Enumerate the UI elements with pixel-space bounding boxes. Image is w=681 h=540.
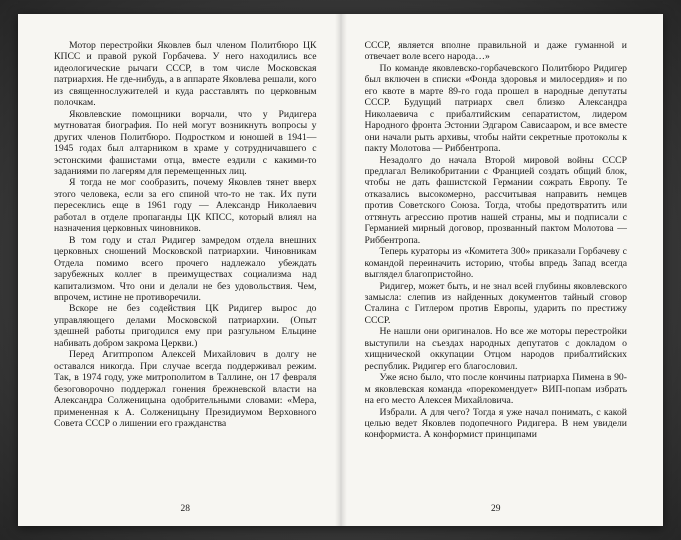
- paragraph: В том году и стал Ридигер замредом отдела внешних церковных сношений Московской патриархии. Чиновникам Отдела помимо всего прочего надлежало убеждать зарубежных коллег в преимуществах социализма над капитализмом. Что они и делали не без удовольствия. Чем, впрочем, истине не противоречили.: [54, 234, 317, 303]
- page-number-right: 29: [491, 504, 501, 514]
- paragraph: Не нашли они оригиналов. Но все же моторы перестройки выступили на съездах народных депутатов с докладом о хищнической оккупации Отцом народов прибалтийских республик. Ридигер его благословил.: [364, 326, 627, 372]
- page-number-left: 28: [180, 504, 190, 514]
- paragraph: Незадолго до начала Второй мировой войны СССР предлагал Великобритании с Францией создать общий блок, чтобы не дать фашистской Германии сожрать Европу. Те отказались высокомерно, рассчитывая направить немцев против Советского Союза. Тогда, чтобы предотвратить или оттянуть агрессию против нашей страны, мы и подписали с Германией мирный договор, прозванный пактом Молотова — Риббентропа.: [364, 154, 627, 246]
- paragraph: Яковлевские помощники ворчали, что у Ридигера мутноватая биография. По ней могут возникнуть вопросы у других членов Политбюро. Подростком и юношей в 1941—1945 годах был алтарником в храме у сотрудничавшего с эстонскими фашистами отца, вместе ездили с какими-то заданиями по лагерям для перемещенных лиц.: [54, 108, 317, 177]
- paragraph: Я тогда не мог сообразить, почему Яковлев тянет вверх этого человека, если за его спиной что-то не так. Их пути пересеклись еще в 1961 году — Александр Николаевич работал в отделе пропаганды ЦК КПСС, который влиял на назначения церковных чиновников.: [54, 177, 317, 235]
- paragraph: СССР, является вполне правильной и даже гуманной и отвечает воле всего народа…»: [364, 40, 627, 63]
- book-gutter: [335, 14, 347, 526]
- paragraph: Теперь кураторы из «Комитета 300» приказали Горбачеву с командой переиначить историю, чтобы впредь Запад всегда выглядел благопристойно.: [364, 246, 627, 281]
- paragraph: Уже ясно было, что после кончины патриарха Пимена в 90-м яковлевская команда «порекомендует» ВИП-попам избрать на его место Алексея Михайловича.: [364, 372, 627, 407]
- paragraph: Вскоре не без содействия ЦК Ридигер вырос до управляющего делами Московской патриархии. (Опыт здешней работы пригодился ему при разгульном Ельцине набивать добром закрома Церкви.): [54, 303, 317, 349]
- book-spread: [18, 14, 663, 526]
- paragraph: Перед Агитпропом Алексей Михайлович в долгу не оставался никогда. При случае всегда поддерживал режим. Так, в 1974 году, уже митрополитом в Таллине, он 17 февраля безоговорочно поддержал гонения брежневской власти на Александра Солженицына одобрительными словами: «Мера, примененная к А. Солженицыну Президиумом Верховного Совета СССР о лишении его гражданства: [54, 349, 317, 429]
- right-page-text: [365, 40, 628, 498]
- left-page: [18, 14, 335, 526]
- right-page: [347, 14, 664, 526]
- paragraph: Ридигер, может быть, и не знал всей глубины яковлевского замысла: слепив из найденных документов тайный сговор Сталина с Гитлером против Европы, ударить по престижу СССР.: [364, 280, 627, 326]
- left-page-text: [54, 40, 317, 498]
- paragraph: Мотор перестройки Яковлев был членом Политбюро ЦК КПСС и правой рукой Горбачева. У него находились все идеологические рычаги СССР, в том числе Московская патриархия. Не где-нибудь, а в аппарате Яковлева решали, кого из священнослужителей и куда расставлять по церковным полочкам.: [54, 40, 317, 109]
- paragraph: Избрали. А для чего? Тогда я уже начал понимать, с какой целью ведет Яковлев подопечного Ридигера. В нем увидели конформиста. А конформист принципами: [364, 406, 627, 441]
- paragraph: По команде яковлевско-горбачевского Политбюро Ридигер был включен в списки «Фонда здоровья и милосердия» и по его квоте в марте 89-го года прошел в народные депутаты СССР. Будущий патриарх свел близко Александра Николаевича с прибалтийским сепаратистом, лидером Народного фронта Эстонии Эдгаром Сависааром, и все вместе они начали рыть архивы, чтобы найти секретные протоколы к пакту Молотова — Риббентропа.: [364, 62, 627, 155]
